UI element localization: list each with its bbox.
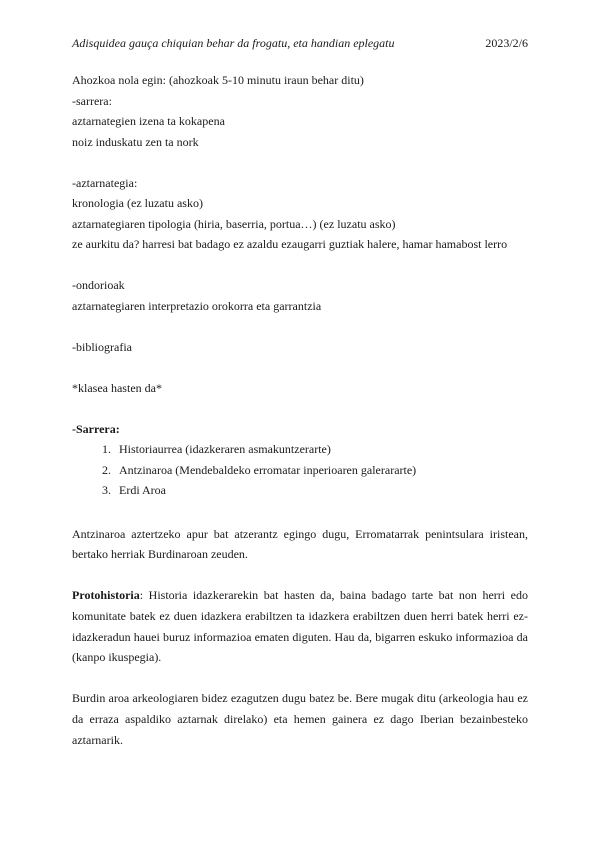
outline-sarrera-item: noiz induskatu zen ta nork	[72, 134, 199, 149]
header-title: Adisquidea gauça chiquian behar da frogatu, eta handian eplegatu	[72, 36, 395, 50]
list-item	[72, 439, 528, 460]
list-item-text: Antzinaroa (Mendebaldeko erromatar inperioaren galerararte)	[119, 462, 417, 477]
paragraph-protohistoria-text: : Historia idazkerarekin bat hasten da, baina badago tarte bat non herri edo komunitate batek ez duen idazkera erabiltzen ta idazkera erabiltzen duen herri batek herri ez-idazkeradun hauei buruz informazioa ematen diguten. Hau da, bigarren eskuko informazioa da (kanpo ikuspegia).	[72, 588, 528, 665]
outline-ondorioak-item: aztarnategiaren interpretazio orokorra eta garrantzia	[72, 298, 322, 313]
outline-intro: Ahozkoa nola egin: (ahozkoak 5-10 minutu iraun behar ditu)	[72, 73, 364, 87]
list-item	[72, 480, 528, 501]
outline-sarrera-item: aztarnategien izena ta kokapena	[72, 114, 225, 128]
document-body	[72, 70, 528, 751]
list-item-text: Historiaurrea (idazkeraren asmakuntzerarte)	[119, 442, 331, 456]
list-item-number: 3.	[102, 483, 111, 497]
list-item-number: 2.	[102, 462, 111, 477]
outline-aztarnategia-item: ze aurkitu da? harresi bat badago ez azaldu ezaugarri guztiak halere, hamar hamabost lerro	[72, 237, 508, 251]
list-item-number: 1.	[102, 442, 111, 456]
sarrera-heading: -Sarrera:	[72, 421, 120, 436]
header-date: 2023/2/6	[485, 36, 528, 50]
outline-aztarnategia-label: -aztarnategia:	[72, 175, 138, 190]
paragraph-protohistoria	[72, 585, 528, 668]
class-note: *klasea hasten da*	[72, 380, 162, 395]
list-item-text: Erdi Aroa	[119, 483, 166, 497]
list-item	[72, 460, 528, 481]
outline-ondorioak-label: -ondorioak	[72, 278, 125, 292]
page-header	[72, 36, 528, 54]
outline-sarrera-label: -sarrera:	[72, 93, 112, 108]
outline-bibliografia-label: -bibliografia	[72, 339, 132, 354]
paragraph-burdin-aroa: Burdin aroa arkeologiaren bidez ezagutzen dugu batez be. Bere mugak ditu (arkeologia hau ez da erraza aspaldiko aztarnak direlako) eta hemen gainera ez dago Iberian bezainbesteko aztarnarik.	[72, 691, 528, 747]
paragraph-antzinaroa: Antzinaroa aztertzeko apur bat atzerantz egingo dugu, Erromatarrak penintsulara iristean, bertako herriak Burdinaroan zeuden.	[72, 526, 528, 562]
outline-aztarnategia-item: aztarnategiaren tipologia (hiria, baserria, portua…) (ez luzatu asko)	[72, 216, 396, 231]
term-protohistoria: Protohistoria	[72, 588, 140, 603]
outline-aztarnategia-item: kronologia (ez luzatu asko)	[72, 196, 203, 210]
numbered-list	[72, 439, 528, 501]
